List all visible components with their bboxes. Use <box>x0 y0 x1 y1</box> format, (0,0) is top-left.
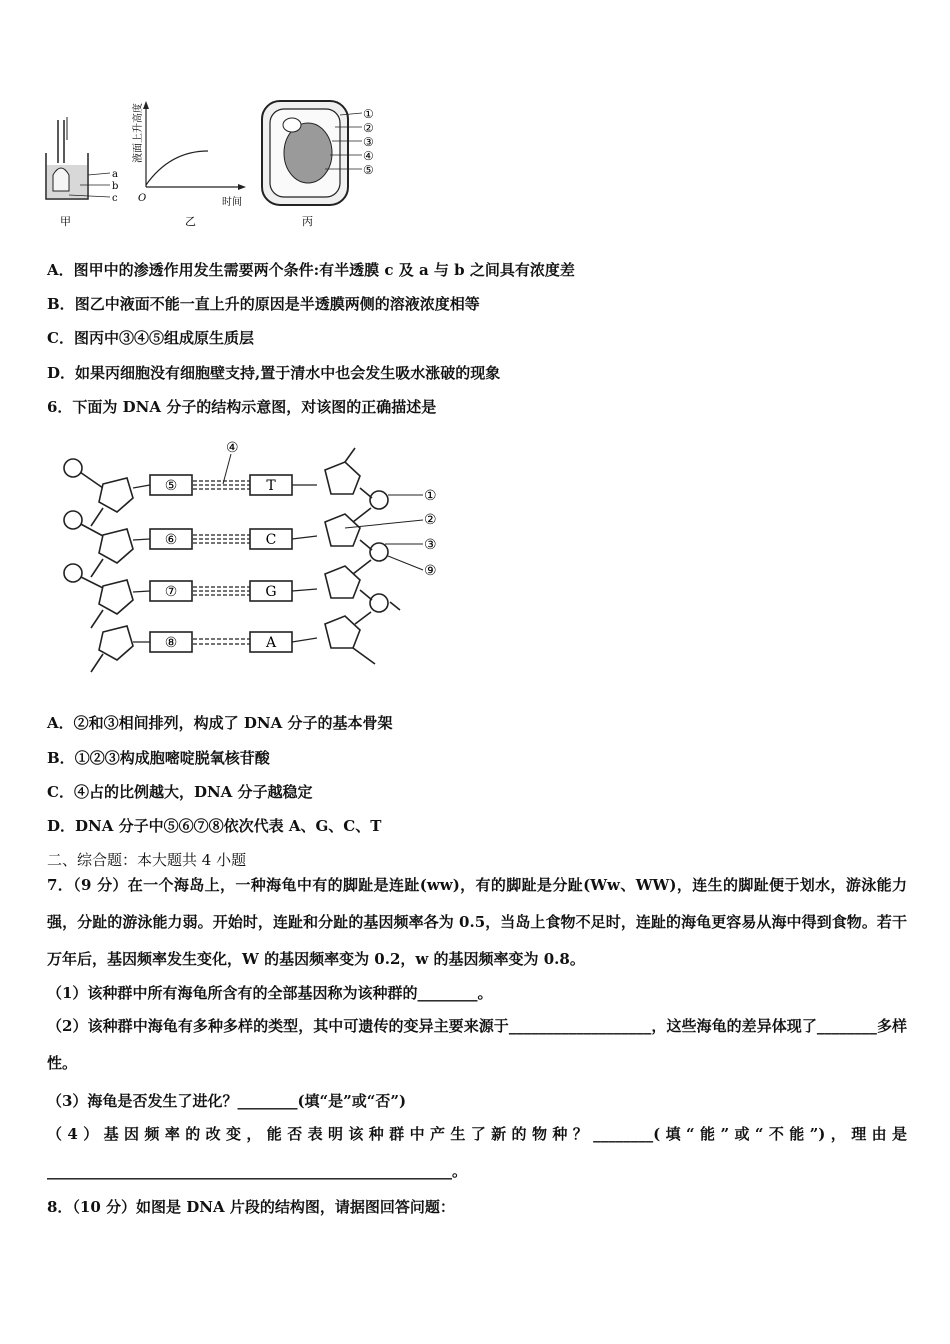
panel-label-bing: 丙 <box>302 215 313 228</box>
q7-sub3: （3）海龟是否发生了进化？________(填“是”或“否”) <box>47 1092 407 1110</box>
graph-xlabel: 时间 <box>222 197 242 208</box>
q8-stem: 8．（10 分）如图是 DNA 片段的结构图，请据图回答问题： <box>47 1198 455 1216</box>
q6-option-d: D．DNA 分子中⑤⑥⑦⑧依次代表 A、G、C、T <box>47 817 382 835</box>
q7-sub1: （1）该种群中所有海龟所含有的全部基因称为该种群的________。 <box>47 984 493 1002</box>
dna-base-C: C <box>265 532 277 548</box>
cell-label-2: ② <box>363 121 374 135</box>
graph-ylabel: 液面上升高度 <box>133 103 144 163</box>
cell-label-4: ④ <box>363 149 374 163</box>
dna-base-6: ⑥ <box>164 532 178 548</box>
dna-callout-4: ④ <box>226 440 239 456</box>
dna-callout-3: ③ <box>424 537 437 553</box>
q7-stem: 7．（9 分）在一个海岛上，一种海龟中有的脚趾是连趾(ww)，有的脚趾是分趾(Ww、WW)，连生的脚趾便于划水，游泳能力强，分趾的游泳能力弱。开始时，连趾和分趾的基因频率各为 0.5，当岛上食物不足时，连趾的海龟更容易从海中得到食物。若干万年后，基因频率发生变化，W 的基因频率变为 0.2，w 的基因频率变为 0.8。 <box>47 876 907 968</box>
height-time-graph <box>131 101 246 228</box>
cell-label-3: ③ <box>363 135 374 149</box>
q6-option-b: B．①②③构成胞嘧啶脱氧核苷酸 <box>47 749 270 767</box>
dna-base-5: ⑤ <box>164 478 178 494</box>
beaker-label-c: c <box>112 193 118 204</box>
panel-label-jia: 甲 <box>60 215 71 228</box>
cell-label-5: ⑤ <box>363 163 374 177</box>
q6-option-a: A．②和③相间排列，构成了 DNA 分子的基本骨架 <box>47 714 393 732</box>
beaker-label-a: a <box>112 169 118 180</box>
graph-origin: O <box>138 193 147 204</box>
dna-base-G: G <box>265 584 277 600</box>
plant-cell-diagram <box>262 101 374 228</box>
beaker-diagram <box>46 117 118 228</box>
q5-option-d: D．如果丙细胞没有细胞壁支持,置于清水中也会发生吸水涨破的现象 <box>47 364 501 382</box>
dna-structure-figure <box>55 432 455 692</box>
dna-base-T: T <box>266 478 276 494</box>
q5-option-b: B．图乙中液面不能一直上升的原因是半透膜两侧的溶液浓度相等 <box>47 295 480 313</box>
beaker-label-b: b <box>112 181 119 192</box>
osmosis-figure <box>40 95 400 235</box>
dna-base-7: ⑦ <box>164 584 178 600</box>
q5-option-a: A．图甲中的渗透作用发生需要两个条件:有半透膜 c 及 a 与 b 之间具有浓度差 <box>47 261 575 279</box>
dna-callout-1: ① <box>424 488 437 504</box>
cell-label-1: ① <box>363 107 374 121</box>
dna-base-A: A <box>265 635 277 651</box>
panel-label-yi: 乙 <box>185 215 196 228</box>
q6-stem: 6．下面为 DNA 分子的结构示意图，对该图的正确描述是 <box>47 398 437 416</box>
dna-callout-9: ⑨ <box>424 563 437 579</box>
q7-sub2: （2）该种群中海龟有多种多样的类型，其中可遗传的变异主要来源于___________________，这些海龟的差异体现了________多样性。 <box>47 1017 907 1072</box>
dna-base-8: ⑧ <box>164 635 178 651</box>
section-2-heading: 二、综合题：本大题共 4 小题 <box>47 851 247 869</box>
q5-option-c: C．图丙中③④⑤组成原生质层 <box>47 329 254 347</box>
q6-option-c: C．④占的比例越大，DNA 分子越稳定 <box>47 783 313 801</box>
q7-sub4: （4）基因频率的改变，能否表明该种群中产生了新的物种？________(填“能”或“不能”)，理由是______________________________________________________。 <box>47 1125 907 1180</box>
dna-callout-2: ② <box>424 512 437 528</box>
